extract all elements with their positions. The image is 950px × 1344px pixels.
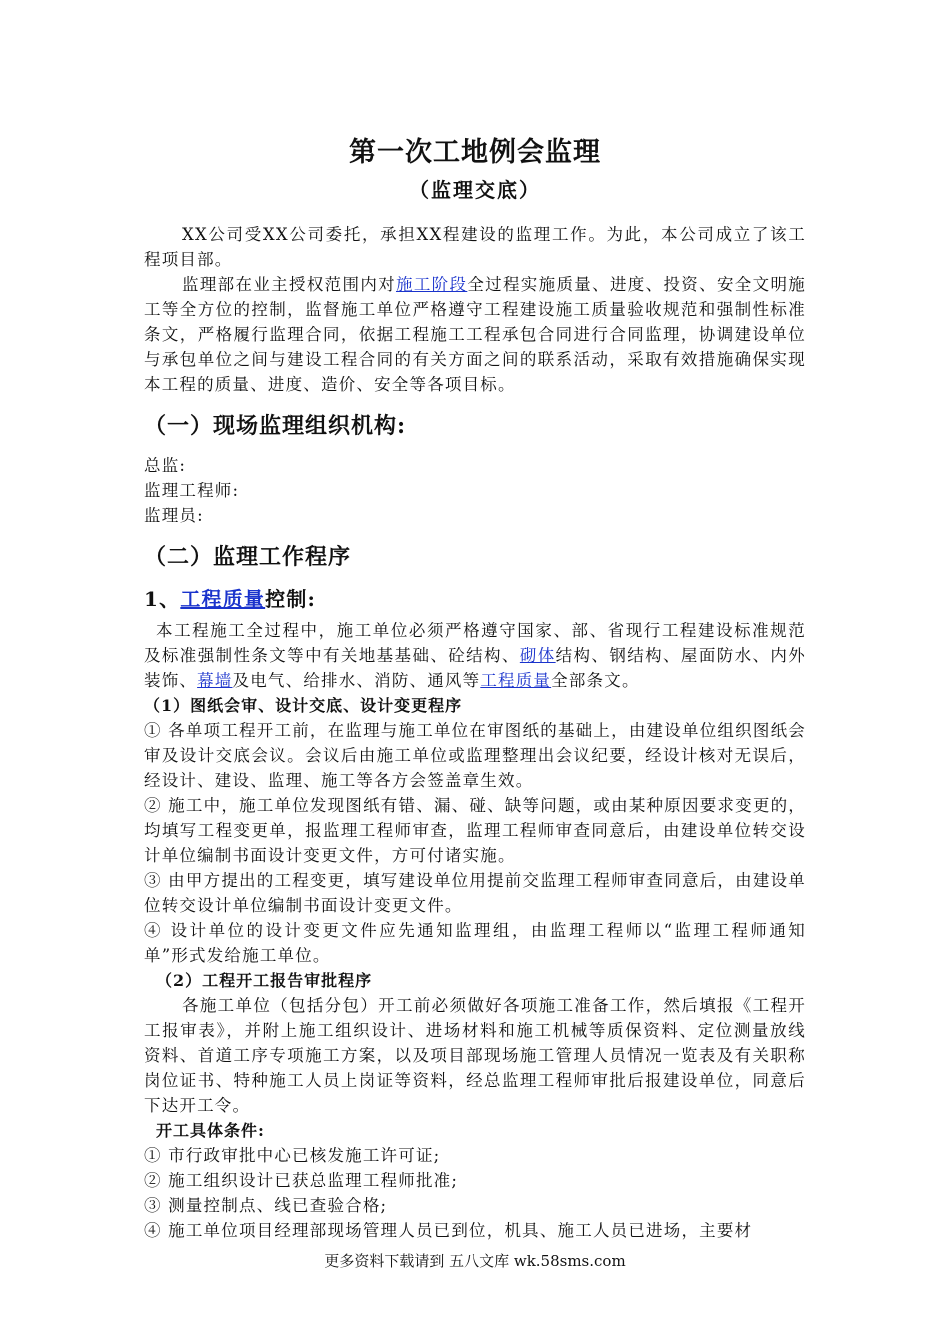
intro-paragraph-2 bbox=[144, 272, 806, 397]
heading-start-report: （2）工程开工报告审批程序 bbox=[156, 971, 373, 990]
quality-text-b: 结构、钢结构、屋面防水、内外装饰、 bbox=[144, 646, 806, 690]
intro-paragraph-1: XX公司受XX公司委托，承担XX程建设的监理工作。为此，本公司成立了该工程项目部。 bbox=[144, 225, 806, 269]
org-chief-supervisor: 总监: bbox=[144, 456, 187, 475]
page-subtitle: （监理交底） bbox=[409, 178, 541, 202]
page-footer: 更多资料下载请到 五八文库 wk.58sms.com bbox=[324, 1252, 626, 1270]
condition-1: ① 市行政审批中心已核发施工许可证; bbox=[144, 1146, 441, 1165]
link-engineering-quality[interactable]: 工程质量 bbox=[180, 587, 266, 611]
subsection-suffix: 控制: bbox=[265, 587, 317, 611]
subsection-number: 1、 bbox=[144, 587, 181, 611]
org-supervising-engineer: 监理工程师: bbox=[144, 481, 240, 500]
heading-start-conditions: 开工具体条件: bbox=[156, 1121, 265, 1140]
quality-text-a: 本工程施工全过程中，施工单位必须严格遵守国家、部、省现行工程建设标准规范及标准强制性条文等中有关地基基础、砼结构、 bbox=[144, 621, 806, 665]
document-body bbox=[144, 222, 806, 1243]
org-supervisor: 监理员: bbox=[144, 506, 204, 525]
condition-3: ③ 测量控制点、线已查验合格; bbox=[144, 1196, 388, 1215]
list-item-2: ② 施工中，施工单位发现图纸有错、漏、碰、缺等问题，或由某种原因要求变更的，均填写工程变更单，报监理工程师审查，监理工程师审查同意后，由建设单位转交设计单位编制书面设计变更文件，方可付诸实施。 bbox=[144, 796, 806, 865]
intro-text-a: 监理部在业主授权范围内对 bbox=[182, 275, 396, 294]
page-title: 第一次工地例会监理 bbox=[349, 137, 601, 168]
section-heading-organization: （一）现场监理组织机构: bbox=[144, 413, 407, 439]
list-item-4: ④ 设计单位的设计变更文件应先通知监理组，由监理工程师以“监理工程师通知单”形式发给施工单位。 bbox=[144, 921, 806, 965]
link-engineering-quality-2[interactable]: 工程质量 bbox=[480, 671, 552, 690]
quality-paragraph bbox=[144, 618, 806, 693]
link-masonry[interactable]: 砌体 bbox=[519, 646, 556, 665]
intro-text-b: 全过程实施质量、进度、投资、安全文明施工等全方位的控制，监督施工单位严格遵守工程建设施工质量验收规范和强制性标准条文，严格履行监理合同，依据工程施工工程承包合同进行合同监理，协调建设单位与承包单位之间与建设工程合同的有关方面之间的联系活动，采取有效措施确保实现本工程的质量、进度、造价、安全等各项目标。 bbox=[144, 275, 806, 394]
section-heading-procedures: （二）监理工作程序 bbox=[144, 544, 352, 570]
link-curtain-wall[interactable]: 幕墙 bbox=[197, 671, 233, 690]
start-report-paragraph: 各施工单位（包括分包）开工前必须做好各项施工准备工作，然后填报《工程开工报审表》，并附上施工组织设计、进场材料和施工机械等质保资料、定位测量放线资料、首道工序专项施工方案，以及项目部现场施工管理人员情况一览表及有关职称岗位证书、特种施工人员上岗证等资料，经总监理工程师审批后报建设单位，同意后下达开工令。 bbox=[144, 996, 806, 1115]
condition-4: ④ 施工单位项目经理部现场管理人员已到位，机具、施工人员已进场，主要材 bbox=[144, 1221, 753, 1240]
heading-drawing-review: （1）图纸会审、设计交底、设计变更程序 bbox=[144, 696, 463, 715]
list-item-1: ① 各单项工程开工前，在监理与施工单位在审图纸的基础上，由建设单位组织图纸会审及设计交底会议。会议后由施工单位或监理整理出会议纪要，经设计核对无误后，经设计、建设、监理、施工等各方会签盖章生效。 bbox=[144, 721, 806, 790]
quality-text-d: 全部条文。 bbox=[551, 671, 640, 690]
condition-2: ② 施工组织设计已获总监理工程师批准; bbox=[144, 1171, 459, 1190]
quality-text-c: 及电气、给排水、消防、通风等 bbox=[232, 671, 481, 690]
link-construction-stage[interactable]: 施工阶段 bbox=[395, 275, 468, 294]
subsection-heading-quality bbox=[144, 584, 806, 614]
list-item-3: ③ 由甲方提出的工程变更，填写建设单位用提前交监理工程师审查同意后，由建设单位转交设计单位编制书面设计变更文件。 bbox=[144, 871, 806, 915]
